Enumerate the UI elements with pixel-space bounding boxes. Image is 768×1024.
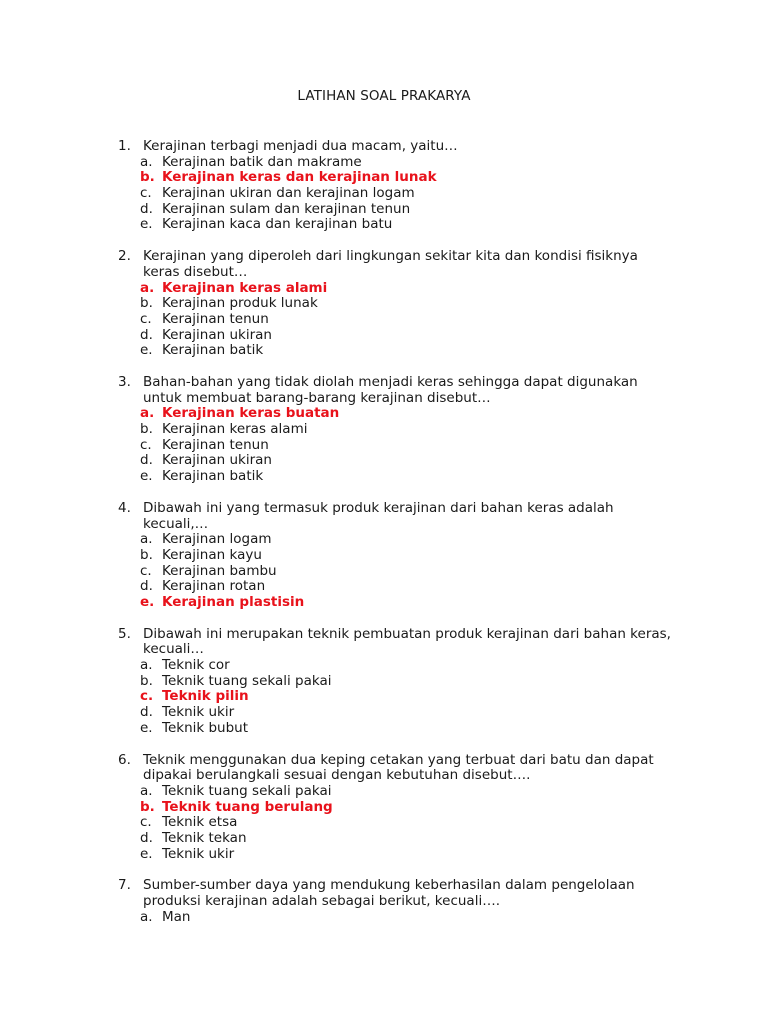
option-text: Kerajinan kaca dan kerajinan batu xyxy=(162,216,393,233)
option-letter: d. xyxy=(140,326,153,343)
option-text: Kerajinan ukiran xyxy=(162,326,272,343)
option-letter: c. xyxy=(140,814,152,831)
option-item xyxy=(118,564,678,580)
option-item xyxy=(118,674,678,690)
option-text: Kerajinan plastisin xyxy=(162,593,305,610)
option-letter: b. xyxy=(140,421,153,438)
option-letter: e. xyxy=(140,719,153,736)
option-letter: c. xyxy=(140,688,154,705)
option-letter: b. xyxy=(140,672,153,689)
option-list xyxy=(118,658,678,736)
option-text: Kerajinan tenun xyxy=(162,436,269,453)
option-letter: a. xyxy=(140,153,153,170)
option-letter: b. xyxy=(140,546,153,563)
option-letter: a. xyxy=(140,908,153,925)
option-item xyxy=(118,658,678,674)
option-text: Kerajinan keras buatan xyxy=(162,405,340,422)
option-letter: d. xyxy=(140,704,153,721)
option-item xyxy=(118,453,678,469)
question-text: Bahan-bahan yang tidak diolah menjadi keras sehingga dapat digunakan untuk membuat barang-barang kerajinan disebut… xyxy=(143,373,638,406)
question-item xyxy=(118,249,678,359)
question-item xyxy=(118,501,678,611)
option-item xyxy=(118,721,678,737)
document-title: LATIHAN SOAL PRAKARYA xyxy=(297,88,471,104)
option-letter: a. xyxy=(140,782,153,799)
option-letter: d. xyxy=(140,200,153,217)
option-letter: a. xyxy=(140,279,155,296)
question-number: 7. xyxy=(118,877,131,894)
question-number: 1. xyxy=(118,138,131,154)
option-list xyxy=(118,910,678,926)
option-item xyxy=(118,155,678,171)
option-letter: e. xyxy=(140,216,153,233)
question-text: Dibawah ini yang termasuk produk kerajinan dari bahan keras adalah kecuali,… xyxy=(143,499,614,532)
option-item-correct-answer xyxy=(118,281,678,297)
option-text: Man xyxy=(162,908,191,925)
option-item-correct-answer xyxy=(118,595,678,611)
option-item-correct-answer xyxy=(118,406,678,422)
question-number: 3. xyxy=(118,373,131,390)
option-list xyxy=(118,784,678,862)
question-number: 6. xyxy=(118,751,131,768)
option-item xyxy=(118,784,678,800)
question-item xyxy=(118,753,678,863)
option-list xyxy=(118,155,678,233)
question-text: Teknik menggunakan dua keping cetakan yang terbuat dari batu dan dapat dipakai berulangkali sesuai dengan kebutuhan disebut…. xyxy=(143,751,654,784)
option-item xyxy=(118,847,678,863)
option-item xyxy=(118,296,678,312)
option-item xyxy=(118,343,678,359)
option-text: Kerajinan logam xyxy=(162,531,272,548)
option-text: Kerajinan batik dan makrame xyxy=(162,153,362,170)
option-letter: e. xyxy=(140,845,153,862)
question-text: Sumber-sumber daya yang mendukung keberhasilan dalam pengelolaan produksi kerajinan adalah sebagai berikut, kecuali…. xyxy=(143,877,635,910)
question-number: 2. xyxy=(118,248,131,265)
question-text: Kerajinan yang diperoleh dari lingkungan sekitar kita dan kondisi fisiknya keras disebut… xyxy=(143,248,638,280)
option-list xyxy=(118,406,678,484)
option-item xyxy=(118,831,678,847)
option-letter: e. xyxy=(140,468,153,485)
option-text: Kerajinan tenun xyxy=(162,310,269,327)
question-item xyxy=(118,375,678,485)
question-text: Dibawah ini merupakan teknik pembuatan produk kerajinan dari bahan keras, kecuali… xyxy=(143,625,671,658)
option-item-correct-answer xyxy=(118,800,678,816)
option-item xyxy=(118,312,678,328)
option-text: Teknik ukir xyxy=(162,845,235,862)
question-item xyxy=(118,878,678,925)
option-item xyxy=(118,186,678,202)
option-letter: d. xyxy=(140,452,153,469)
question-item xyxy=(118,139,678,233)
option-item xyxy=(118,469,678,485)
option-text: Kerajinan produk lunak xyxy=(162,295,318,312)
option-text: Kerajinan ukiran xyxy=(162,452,272,469)
option-item xyxy=(118,217,678,233)
option-item xyxy=(118,910,678,926)
option-list xyxy=(118,532,678,610)
option-text: Kerajinan batik xyxy=(162,468,264,485)
question-list xyxy=(118,139,678,941)
option-item xyxy=(118,705,678,721)
option-text: Teknik tuang berulang xyxy=(162,798,333,815)
option-letter: b. xyxy=(140,798,155,815)
option-item xyxy=(118,202,678,218)
option-item xyxy=(118,438,678,454)
option-letter: a. xyxy=(140,405,155,422)
option-letter: b. xyxy=(140,169,155,186)
option-letter: a. xyxy=(140,531,153,548)
option-letter: c. xyxy=(140,185,152,202)
option-text: Kerajinan bambu xyxy=(162,562,277,579)
option-letter: d. xyxy=(140,829,153,846)
option-letter: e. xyxy=(140,342,153,359)
option-letter: c. xyxy=(140,436,152,453)
option-text: Teknik cor xyxy=(162,657,230,674)
question-text: Kerajinan terbagi menjadi dua macam, yaitu… xyxy=(143,138,458,154)
question-number: 4. xyxy=(118,499,131,516)
question-item xyxy=(118,627,678,737)
option-text: Teknik etsa xyxy=(162,814,238,831)
option-text: Kerajinan kayu xyxy=(162,546,262,563)
option-item xyxy=(118,815,678,831)
option-letter: a. xyxy=(140,657,153,674)
option-item xyxy=(118,532,678,548)
option-item xyxy=(118,422,678,438)
option-letter: e. xyxy=(140,593,155,610)
option-letter: b. xyxy=(140,295,153,312)
option-text: Kerajinan keras alami xyxy=(162,279,328,296)
option-text: Kerajinan keras alami xyxy=(162,421,308,438)
option-letter: d. xyxy=(140,578,153,595)
option-text: Teknik tuang sekali pakai xyxy=(162,782,332,799)
option-item xyxy=(118,579,678,595)
option-list xyxy=(118,281,678,359)
option-text: Kerajinan batik xyxy=(162,342,264,359)
option-text: Teknik pilin xyxy=(162,688,249,705)
option-text: Kerajinan rotan xyxy=(162,578,266,595)
option-text: Teknik tekan xyxy=(162,829,247,846)
question-number: 5. xyxy=(118,625,131,642)
option-item xyxy=(118,328,678,344)
option-item xyxy=(118,548,678,564)
option-letter: c. xyxy=(140,562,152,579)
option-letter: c. xyxy=(140,310,152,327)
option-text: Teknik ukir xyxy=(162,704,235,721)
option-text: Kerajinan keras dan kerajinan lunak xyxy=(162,169,437,186)
option-item-correct-answer xyxy=(118,689,678,705)
option-text: Teknik bubut xyxy=(162,719,249,736)
option-item-correct-answer xyxy=(118,170,678,186)
option-text: Kerajinan sulam dan kerajinan tenun xyxy=(162,200,411,217)
option-text: Teknik tuang sekali pakai xyxy=(162,672,332,689)
option-text: Kerajinan ukiran dan kerajinan logam xyxy=(162,185,415,202)
